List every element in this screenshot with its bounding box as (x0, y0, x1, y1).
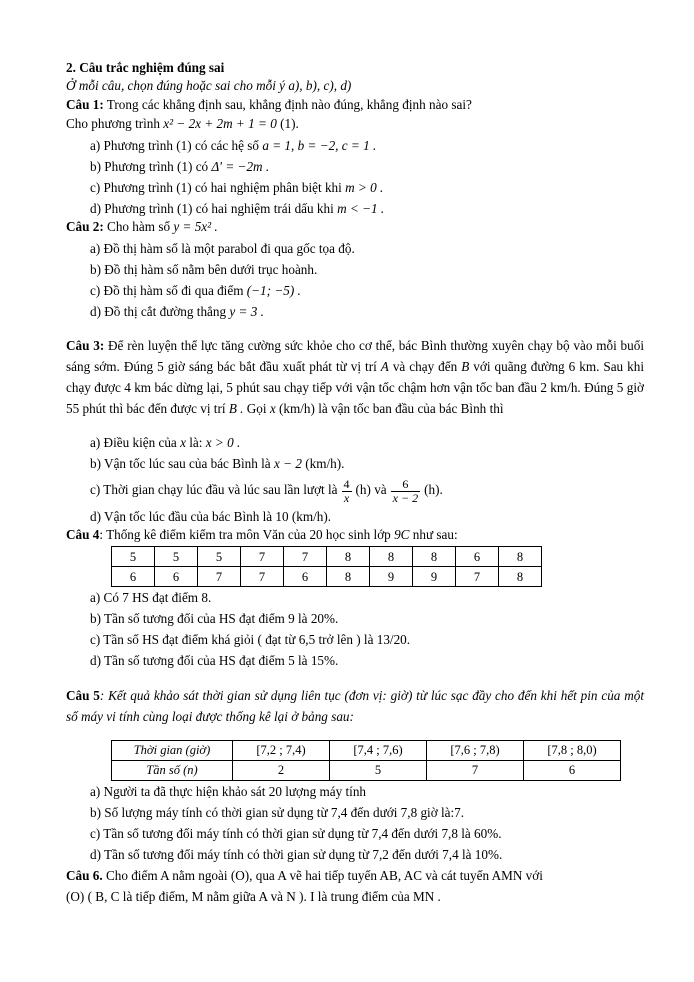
q1-option-b (66, 156, 644, 177)
q3-a-x: x (180, 435, 186, 451)
q1-label: Câu 1: (66, 97, 104, 112)
q1-given-prefix: Cho phương trình (66, 116, 160, 131)
q5-stem (66, 685, 644, 727)
q1-option-d (66, 198, 644, 219)
document-page (66, 58, 644, 907)
q2-option-a: a) Đồ thị hàm số là một parabol đi qua gốc tọa độ. (90, 241, 355, 256)
table-cell: 8 (327, 547, 370, 567)
q1-option-a (66, 135, 644, 156)
q1-equation: x² − 2x + 2m + 1 = 0 (163, 116, 277, 131)
table-cell: [7,8 ; 8,0) (524, 740, 621, 760)
q1-c-math: m > 0 . (345, 180, 384, 195)
q1-given (66, 116, 644, 135)
q3-c-h2: (h). (424, 482, 443, 498)
q1-a-math: a = 1, b = −2, c = 1 . (262, 138, 377, 153)
q1-d-math: m < −1 . (337, 201, 385, 216)
q2-function: y = 5x² . (173, 219, 218, 234)
question-1 (66, 97, 644, 219)
table-cell: 5 (198, 547, 241, 567)
table-row (112, 547, 542, 567)
q6-line-1 (66, 865, 644, 886)
question-6 (66, 865, 644, 907)
table-cell: 8 (499, 567, 542, 587)
q4-option-a: a) Có 7 HS đạt điểm 8. (90, 590, 212, 606)
q5-option-a: a) Người ta đã thực hiện khảo sát 20 lượng máy tính (90, 783, 367, 799)
q1-c-text: c) Phương trình (1) có hai nghiệm phân biệt khi (90, 180, 342, 195)
q5-option-d: d) Tần số tương đối máy tính có thời gian sử dụng từ 7,2 đến dưới 7,4 là 10%. (90, 846, 503, 862)
q2-label: Câu 2: (66, 219, 104, 234)
table-cell: 7 (456, 567, 499, 587)
table-cell: [7,6 ; 7,8) (427, 740, 524, 760)
q3-option-b (66, 453, 644, 474)
table-cell: 5 (330, 760, 427, 780)
q2-option-b: b) Đồ thị hàm số nằm bên dưới trục hoành. (90, 262, 318, 277)
table-cell: 2 (233, 760, 330, 780)
q2-d-math: y = 3 . (229, 304, 264, 319)
q3-c-h1: (h) và (355, 482, 387, 498)
table-cell: 7 (284, 547, 327, 567)
table-row (112, 740, 621, 760)
table-cell: 9 (370, 567, 413, 587)
q3-f1-den: x (342, 491, 352, 505)
question-2 (66, 219, 644, 322)
q3-option-c (66, 474, 644, 506)
question-4 (66, 527, 644, 671)
q3-a-text: a) Điều kiện của (90, 435, 177, 451)
q2-c-text: c) Đồ thị hàm số đi qua điểm (90, 283, 244, 298)
q2-stem (66, 219, 644, 238)
table-cell: 9 (413, 567, 456, 587)
table-cell: 8 (370, 547, 413, 567)
q3-option-d: d) Vận tốc lúc đầu của bác Bình là 10 (km/h). (90, 509, 332, 525)
table-header-cell: Tần số (n) (112, 760, 233, 780)
q3-option-a (66, 432, 644, 453)
q5-option-b: b) Số lượng máy tính có thời gian sử dụng từ 7,4 đến dưới 7,8 giờ là:7. (90, 804, 465, 820)
section-instruction: Ở mỗi câu, chọn đúng hoặc sai cho mỗi ý a), b), c), d) (66, 78, 352, 93)
table-cell: 6 (155, 567, 198, 587)
table-cell: 6 (524, 760, 621, 780)
q3-p2: và chạy đến (392, 359, 458, 375)
q5-label: Câu 5 (66, 687, 100, 703)
q2-text: Cho hàm số (107, 219, 171, 234)
q1-stem (66, 97, 644, 116)
q5-option-c: c) Tần số tương đối máy tính có thời gian sử dụng từ 7,4 đến dưới 7,8 là 60%. (90, 825, 502, 841)
section-title: 2. Câu trắc nghiệm đúng sai (66, 60, 225, 75)
q1-equation-ref: (1). (280, 116, 299, 131)
q5-frequency-table (111, 740, 621, 781)
q4-option-b: b) Tần số tương đối của HS đạt điểm 9 là 20%. (90, 611, 339, 627)
q3-fraction-2 (391, 478, 420, 505)
table-cell: 6 (456, 547, 499, 567)
q2-c-math: (−1; −5) . (246, 283, 301, 298)
question-3 (66, 335, 644, 527)
table-cell: 5 (112, 547, 155, 567)
table-cell: 7 (241, 547, 284, 567)
table-cell: 5 (155, 547, 198, 567)
table-cell: 6 (284, 567, 327, 587)
q3-point-a: A (380, 359, 389, 375)
table-cell: 8 (327, 567, 370, 587)
table-cell: [7,4 ; 7,6) (330, 740, 427, 760)
table-cell: [7,2 ; 7,4) (233, 740, 330, 760)
table-header-cell: Thời gian (giờ) (112, 740, 233, 760)
q3-var-x: x (269, 401, 276, 417)
table-cell: 7 (198, 567, 241, 587)
q2-option-c (66, 280, 644, 301)
q3-point-b: B (461, 359, 470, 375)
table-cell: 6 (112, 567, 155, 587)
q2-d-text: d) Đồ thị cắt đường thẳng (90, 304, 227, 319)
table-cell: 7 (427, 760, 524, 780)
q3-a-math: x > 0 . (205, 435, 241, 451)
table-row (112, 760, 621, 780)
q1-b-text: b) Phương trình (1) có (90, 159, 209, 174)
q1-b-math: Δ′ = −2m . (211, 159, 270, 174)
q3-a-mid: là: (189, 435, 203, 451)
q6-text-1: Cho điểm A nằm ngoài (O), qua A vẽ hai tiếp tuyến AB, AC và cát tuyến AMN với (105, 867, 543, 883)
q4-stem (66, 527, 644, 546)
table-cell: 7 (241, 567, 284, 587)
q1-option-c (66, 177, 644, 198)
q4-text: : Thống kê điểm kiểm tra môn Văn của 20 học sinh lớp (99, 527, 391, 543)
q6-label: Câu 6. (66, 867, 103, 883)
q6-line-2: (O) ( B, C là tiếp điểm, M nằm giữa A và N ). I là trung điểm của MN . (66, 888, 441, 904)
question-5 (66, 685, 644, 865)
q3-c-text: c) Thời gian chạy lúc đầu và lúc sau lần lượt là (90, 482, 338, 498)
q3-p3: với quãng đường 6 km. Sau khi chạy được 4 km bác dừng lại, 5 phút sau chạy tiếp với vận tốc chậm hơn vận tốc ban đầu 2 km/h. Đúng 5 giờ 55 phút thì bác đến được vị trí (66, 359, 645, 417)
q3-point-b2: B . (228, 401, 244, 417)
q3-b-unit: (km/h). (305, 456, 345, 472)
q3-p5: (km/h) là vận tốc ban đầu của bác Bình thì (279, 401, 504, 417)
q3-stem (66, 335, 644, 419)
q1-d-text: d) Phương trình (1) có hai nghiệm trái dấu khi (90, 201, 334, 216)
q3-f2-den: x − 2 (392, 490, 419, 505)
q3-f1-num: 4 (343, 476, 350, 491)
q5-text: : Kết quả khảo sát thời gian sử dụng liên tục (đơn vị: giờ) từ lúc sạc đầy cho đến khi hết pin của một số máy vi tính cùng loại được thống kê lại ở bảng sau: (66, 687, 644, 724)
table-cell: 8 (413, 547, 456, 567)
q4-option-c: c) Tần số HS đạt điểm khá giỏi ( đạt từ 6,5 trở lên ) là 13/20. (90, 632, 411, 648)
q4-class: 9C (394, 527, 410, 543)
q4-text2: như sau: (412, 527, 458, 543)
q3-b-math: x − 2 (273, 456, 302, 472)
q3-fraction-1 (342, 478, 352, 505)
table-row (112, 567, 542, 587)
q3-p4: Gọi (246, 401, 267, 417)
q4-option-d: d) Tần số tương đối của HS đạt điểm 5 là 15%. (90, 653, 339, 669)
q4-score-table (111, 546, 542, 587)
q3-f2-num: 6 (402, 476, 409, 491)
q3-b-text: b) Vận tốc lúc sau của bác Bình là (90, 456, 271, 472)
q2-option-d (66, 301, 644, 322)
q4-label: Câu 4 (66, 527, 100, 543)
table-cell: 8 (499, 547, 542, 567)
q3-label: Câu 3: (66, 338, 105, 354)
q1-text: Trong các khẳng định sau, khẳng định nào đúng, khẳng định nào sai? (106, 97, 472, 112)
q1-a-text: a) Phương trình (1) có các hệ số (90, 138, 260, 153)
q3-p1: Để rèn luyện thể lực tăng cường sức khỏe cho cơ thể, bác Bình thường xuyên chạy bộ vào mỗi buổi sáng sớm. Đúng 5 giờ sáng bác bắt đầu xuất phát từ vị trí (66, 338, 644, 375)
